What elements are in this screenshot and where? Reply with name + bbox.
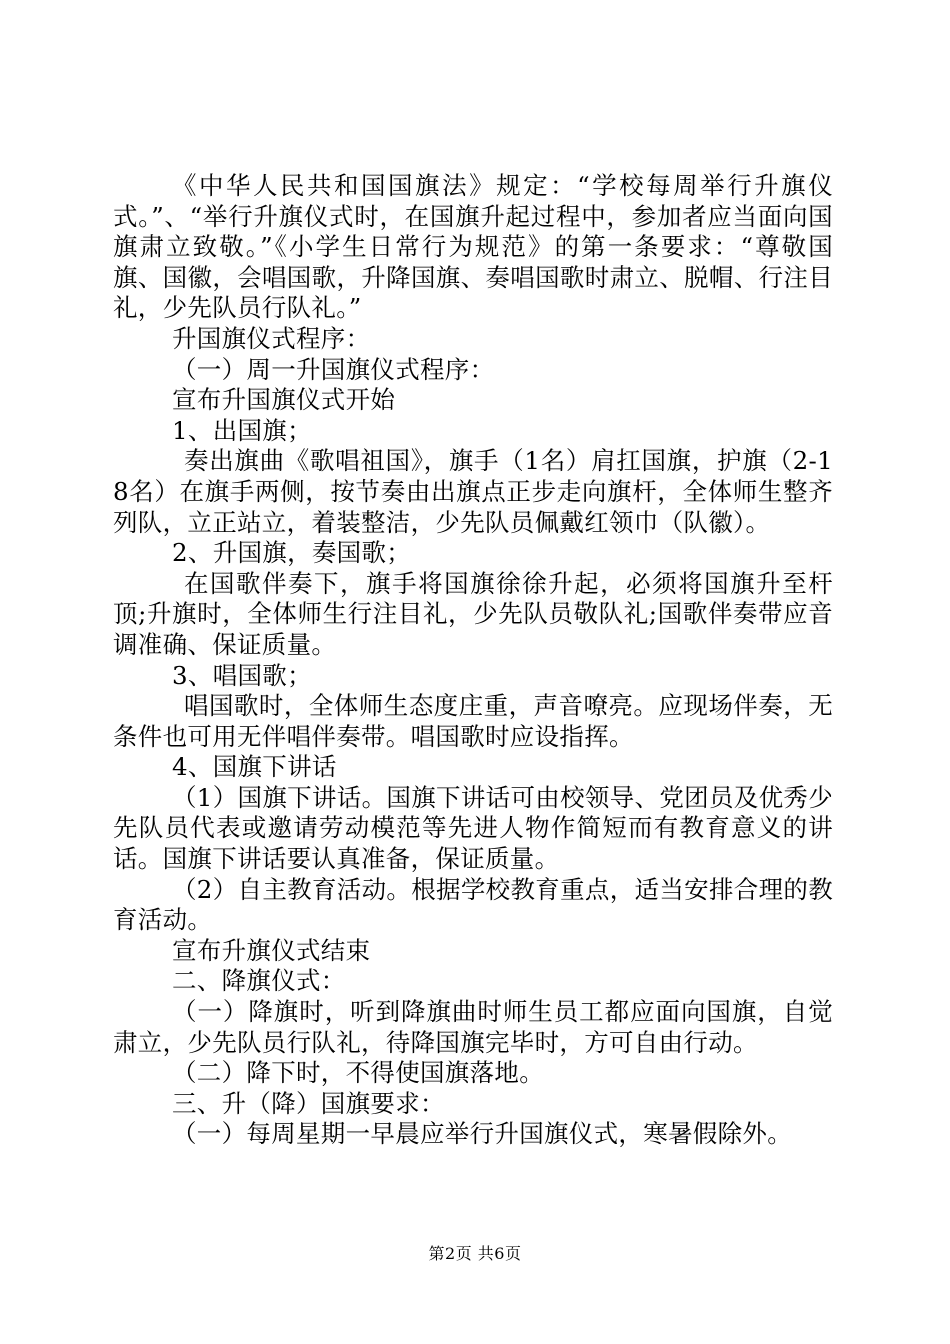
paragraph-announce-start: 宣布升国旗仪式开始 — [172, 385, 396, 415]
paragraph-step-3-detail: 唱国歌时，全体师生态度庄重，声音嘹亮。应现场伴奏，无条件也可用无伴唱伴奏带。唱国歌时应设指挥。 — [113, 691, 833, 751]
paragraph-step-1-detail: 奏出旗曲《歌唱祖国》，旗手（1名）肩扛国旗，护旗（2-18名）在旗手两侧，按节奏由出旗点正步走向旗杆，全体师生整齐列队，立正站立，着装整洁，少先队员佩戴红领巾（队徽）。 — [113, 446, 833, 537]
paragraph-step-4-heading: 4、国旗下讲话 — [172, 752, 337, 782]
paragraph-lowering-heading: 二、降旗仪式： — [172, 966, 346, 996]
paragraph-step-3-heading: 3、唱国歌； — [172, 660, 312, 690]
paragraph-procedure-heading: 升国旗仪式程序： — [172, 323, 371, 353]
paragraph-lowering-1: （一）降旗时，听到降旗曲时师生员工都应面向国旗，自觉肃立，少先队员行队礼，待降国旗完毕时，方可自由行动。 — [113, 997, 833, 1057]
paragraph-step-4-activity: （2）自主教育活动。根据学校教育重点，适当安排合理的教育活动。 — [113, 874, 833, 935]
paragraph-flag-law: 《中华人民共和国国旗法》规定：“学校每周举行升旗仪式。”、“举行升旗仪式时，在国旗升起过程中，参加者应当面向国旗肃立致敬。”《小学生日常行为规范》的第一条要求：“尊敬国旗、国徽，会唱国歌，升降国旗、奏唱国歌时肃立、脱帽、行注目礼，少先队员行队礼。” — [113, 171, 833, 323]
paragraph-announce-end: 宣布升旗仪式结束 — [172, 935, 371, 965]
paragraph-monday-procedure: （一）周一升国旗仪式程序： — [172, 354, 495, 384]
paragraph-step-1-heading: 1、出国旗； — [172, 415, 312, 445]
paragraph-step-4-speech: （1）国旗下讲话。国旗下讲话可由校领导、党团员及优秀少先队员代表或邀请劳动模范等先进人物作简短而有教育意义的讲话。国旗下讲话要认真准备，保证质量。 — [113, 782, 833, 874]
document-body — [113, 171, 833, 1150]
paragraph-lowering-2: （二）降下时，不得使国旗落地。 — [172, 1058, 544, 1088]
paragraph-step-2-detail: 在国歌伴奏下，旗手将国旗徐徐升起，必须将国旗升至杆顶;升旗时，全体师生行注目礼，少先队员敬队礼;国歌伴奏带应音调准确、保证质量。 — [113, 568, 833, 659]
page-number-footer: 第2页 共6页 — [428, 1244, 522, 1263]
paragraph-requirements-heading: 三、升（降）国旗要求： — [172, 1088, 445, 1118]
paragraph-step-2-heading: 2、升国旗，奏国歌； — [172, 538, 412, 568]
paragraph-requirements-1: （一）每周星期一早晨应举行升国旗仪式，寒暑假除外。 — [172, 1119, 792, 1149]
